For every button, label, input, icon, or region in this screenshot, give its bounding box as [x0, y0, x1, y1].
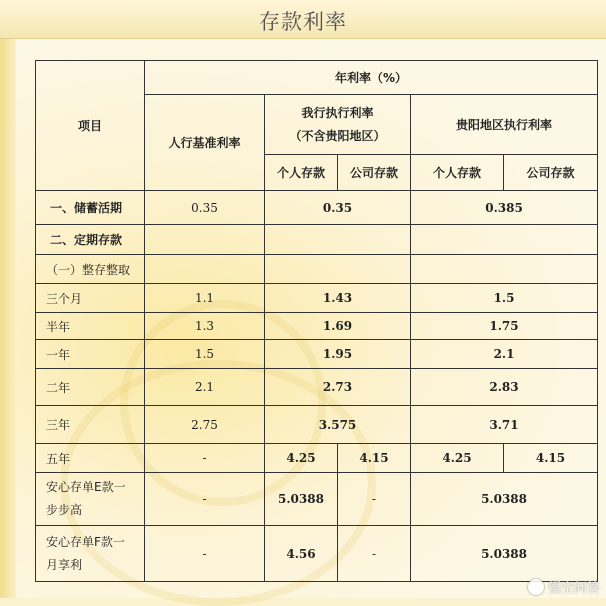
header-our-bank-rate [265, 95, 411, 155]
guiyang-rate-cell: 1.5 [411, 284, 598, 313]
guiyang-rate-cell: 2.1 [411, 340, 598, 369]
guiyang-rate-cell: 1.75 [411, 313, 598, 340]
row-label: 三个月 [36, 284, 145, 313]
row-label-line1: 安心存单E款一 [46, 480, 126, 494]
row-label-line2: 月享利 [46, 557, 83, 572]
guiyang-rate-cell: 0.385 [411, 191, 598, 225]
pbc-rate-cell [145, 255, 265, 284]
our-rate-cell: 1.69 [265, 313, 411, 340]
guiyang-rate-cell: 3.71 [411, 406, 598, 444]
our-rate-cell: 0.35 [265, 191, 411, 225]
pbc-rate-cell: - [145, 526, 265, 582]
pbc-rate-cell: - [145, 444, 265, 473]
table-row [36, 473, 598, 526]
row-label: 三年 [36, 406, 145, 444]
table-header-row [36, 61, 598, 95]
pbc-rate-cell: 1.3 [145, 313, 265, 340]
table-row [36, 191, 598, 225]
pbc-rate-cell: - [145, 473, 265, 526]
header-our-personal: 个人存款 [265, 155, 338, 191]
header-guiyang-personal: 个人存款 [411, 155, 504, 191]
our-personal-rate-cell: 5.0388 [265, 473, 338, 526]
row-label-line2: 步步高 [46, 503, 83, 517]
table-row [36, 406, 598, 444]
row-label: 二、定期存款 [36, 225, 145, 255]
table-row [36, 526, 598, 582]
header-our-bank-rate-line1: 我行执行利率 [301, 105, 374, 120]
row-label [36, 473, 145, 526]
header-guiyang-corporate: 公司存款 [504, 155, 598, 191]
pbc-rate-cell: 2.75 [145, 406, 265, 444]
watermark-text: 悟空问答 [547, 581, 600, 596]
our-rate-cell [265, 225, 411, 255]
table-row [36, 313, 598, 340]
header-annual-rate: 年利率（%） [145, 61, 598, 95]
pbc-rate-cell [145, 225, 265, 255]
our-corporate-rate-cell: - [338, 526, 411, 582]
header-pbc-base-rate: 人行基准利率 [145, 95, 265, 191]
guiyang-rate-cell: 5.0388 [411, 473, 598, 526]
pbc-rate-cell: 2.1 [145, 369, 265, 406]
table-row [36, 444, 598, 473]
table-row [36, 284, 598, 313]
watermark-logo-icon [528, 579, 544, 595]
row-label: 二年 [36, 369, 145, 406]
guiyang-rate-cell [411, 225, 598, 255]
row-label: 五年 [36, 444, 145, 473]
guiyang-corporate-rate-cell: 4.15 [504, 444, 598, 473]
pbc-rate-cell: 0.35 [145, 191, 265, 225]
our-rate-cell: 1.95 [265, 340, 411, 369]
our-rate-cell: 1.43 [265, 284, 411, 313]
guiyang-rate-cell [411, 255, 598, 284]
row-label: 一、储蓄活期 [36, 191, 145, 225]
header-guiyang-rate: 贵阳地区执行利率 [411, 95, 598, 155]
guiyang-rate-cell: 2.83 [411, 369, 598, 406]
our-rate-cell [265, 255, 411, 284]
guiyang-rate-cell: 5.0388 [411, 526, 598, 582]
left-edge-decoration [0, 39, 16, 598]
our-corporate-rate-cell: 4.15 [338, 444, 411, 473]
pbc-rate-cell: 1.5 [145, 340, 265, 369]
row-label [36, 526, 145, 582]
row-label-line1: 安心存单F款一 [46, 534, 125, 549]
table-row [36, 255, 598, 284]
header-our-bank-rate-line2: （不含贵阳地区） [289, 128, 386, 143]
title-bar [0, 0, 606, 39]
guiyang-personal-rate-cell: 4.25 [411, 444, 504, 473]
table-row [36, 225, 598, 255]
row-label: （一）整存整取 [36, 255, 145, 284]
our-personal-rate-cell: 4.56 [265, 526, 338, 582]
table-row [36, 369, 598, 406]
header-item: 项目 [36, 61, 145, 191]
our-rate-cell: 2.73 [265, 369, 411, 406]
pbc-rate-cell: 1.1 [145, 284, 265, 313]
watermark [528, 577, 600, 596]
page-title: 存款利率 [259, 10, 347, 34]
our-corporate-rate-cell: - [338, 473, 411, 526]
our-personal-rate-cell: 4.25 [265, 444, 338, 473]
table-row [36, 340, 598, 369]
deposit-rate-table [35, 60, 598, 582]
row-label: 一年 [36, 340, 145, 369]
row-label: 半年 [36, 313, 145, 340]
header-our-corporate: 公司存款 [338, 155, 411, 191]
our-rate-cell: 3.575 [265, 406, 411, 444]
